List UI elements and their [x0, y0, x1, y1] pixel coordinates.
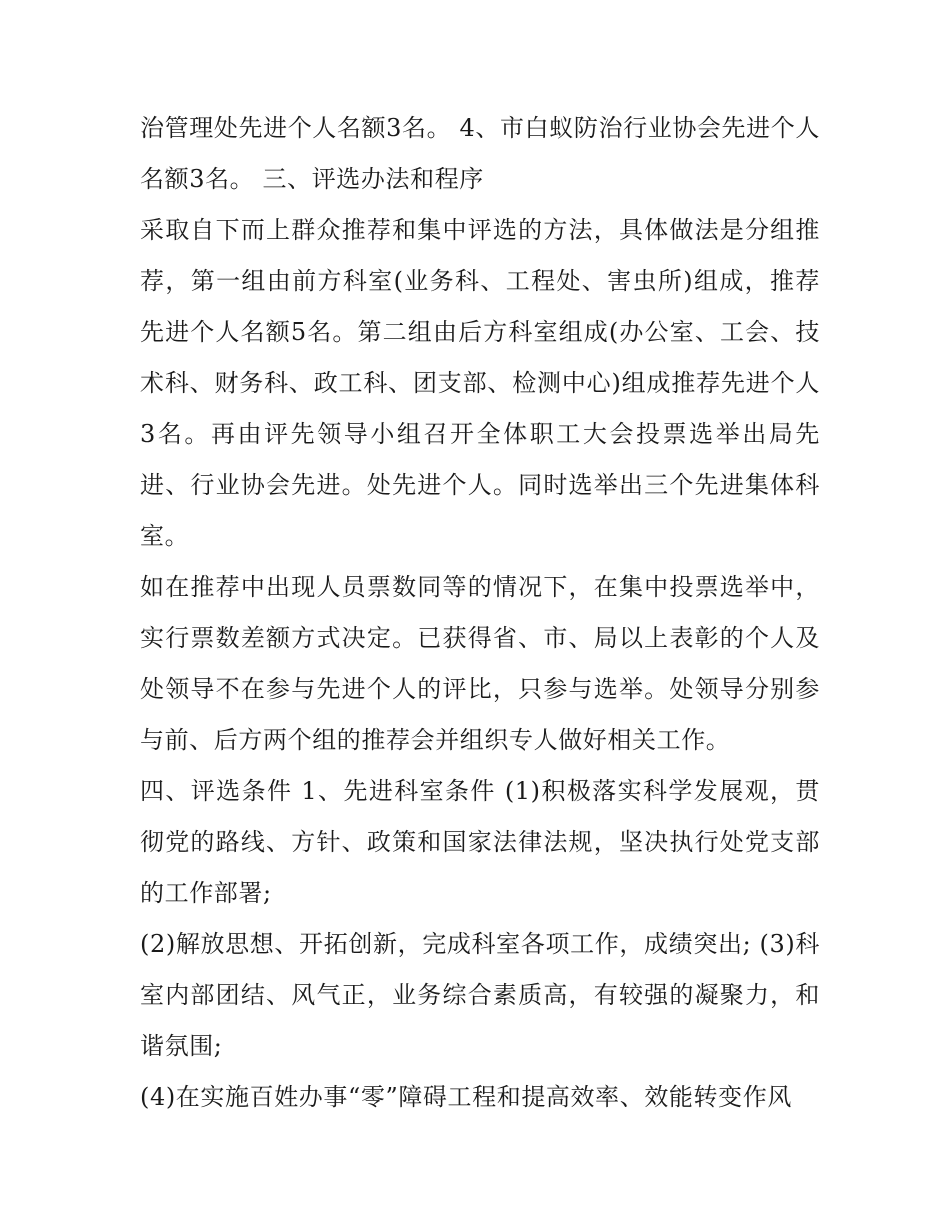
paragraph-conditions-two-three: (2)解放思想、开拓创新，完成科室各项工作，成绩突出; (3)科室内部团结、风气正，业务综合素质高，有较强的凝聚力，和谐氛围; — [140, 930, 820, 1060]
paragraph-tie-vote-rules: 如在推荐中出现人员票数同等的情况下，在集中投票选举中，实行票数差额方式决定。已获得省、市、局以上表彰的个人及处领导不在参与先进个人的评比，只参与选举。处领导分别参与前、后方两个组的推荐会并组织专人做好相关工作。 — [140, 573, 820, 754]
paragraph-quota-and-section-three: 治管理处先进个人名额3名。 4、市白蚁防治行业协会先进个人名额3名。 三、评选办法和程序 — [140, 114, 820, 193]
paragraph-condition-four: (4)在实施百姓办事“零”障碍工程和提高效率、效能转变作风 — [140, 1083, 792, 1111]
paragraph-section-four-conditions: 四、评选条件 1、先进科室条件 (1)积极落实科学发展观，贯彻党的路线、方针、政策和国家法律法规，坚决执行处党支部的工作部署; — [140, 777, 820, 907]
paragraph-selection-method: 采取自下而上群众推荐和集中评选的方法，具体做法是分组推荐，第一组由前方科室(业务科、工程处、害虫所)组成，推荐先进个人名额5名。第二组由后方科室组成(办公室、工会、技术科、财务科、政工科、团支部、检测中心)组成推荐先进个人3名。再由评先领导小组召开全体职工大会投票选举出局先进、行业协会先进。处先进个人。同时选举出三个先进集体科室。 — [140, 216, 820, 550]
document-body — [140, 103, 820, 1123]
